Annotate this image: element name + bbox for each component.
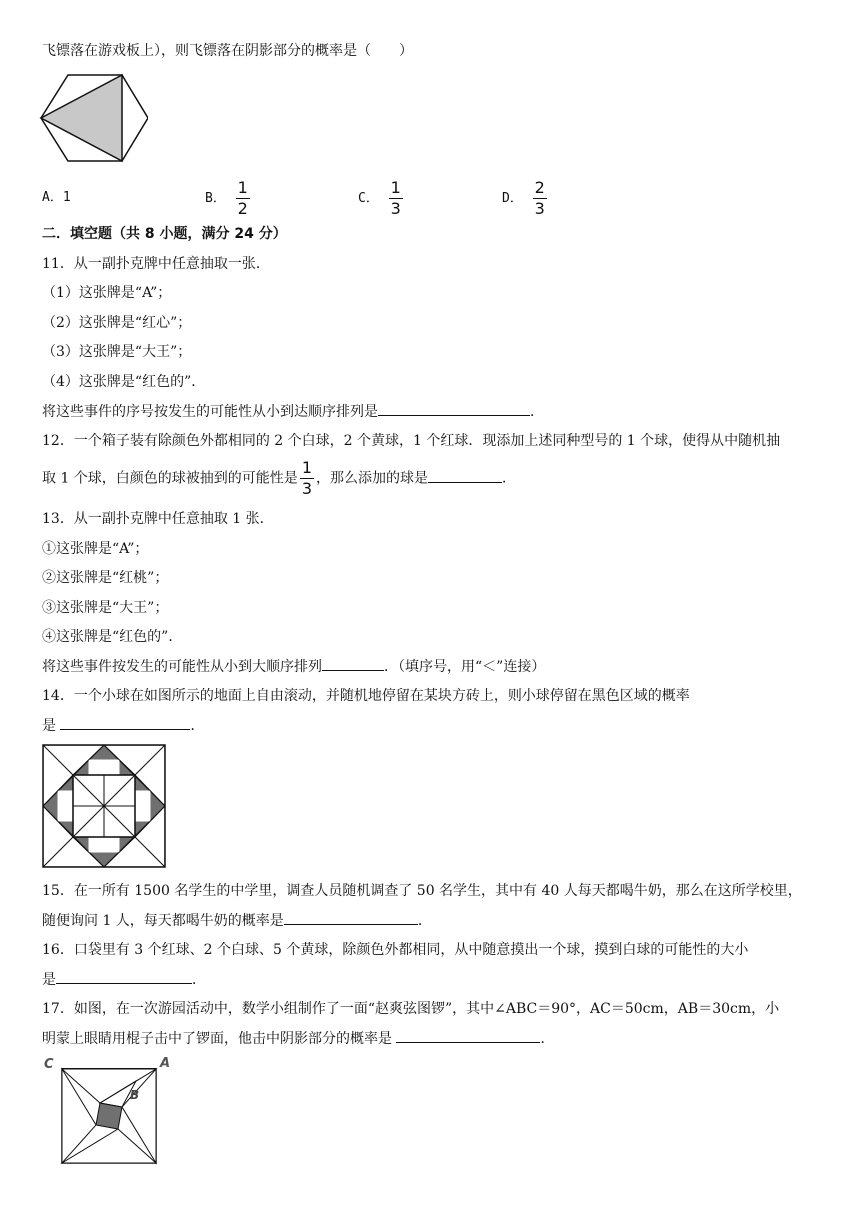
q17-line2: 明蒙上眼睛用棍子击中了锣面，他击中阴影部分的概率是 ．: [42, 1028, 554, 1049]
hexagon-figure: [38, 72, 148, 164]
answer-blank[interactable]: [60, 715, 190, 730]
q16-line2: 是 ．: [42, 969, 206, 990]
q13-item-2: ②这张牌是“红桃”；: [42, 570, 169, 586]
q16-line1: 16．口袋里有 3 个红球、2 个白球、5 个黄球，除颜色外都相同，从中随意摸出一个球，摸到白球的可能性的大小: [42, 942, 749, 958]
label-b: B: [130, 1088, 140, 1102]
q14-line2: 是 ．: [42, 715, 204, 736]
option-b[interactable]: B． $\frac{1}{2}$: [205, 178, 248, 218]
section-heading: 二．填空题（共 8 小题，满分 24 分）: [42, 226, 287, 242]
intro-line: 飞镖落在游戏板上），则飞镖落在阴影部分的概率是（ ）: [42, 43, 413, 59]
q13-item-3: ③这张牌是“大王”；: [42, 600, 169, 616]
q12-line1: 12．一个箱子装有除颜色外都相同的 2 个白球，2 个黄球，1 个红球．现添加上述同种型号的 1 个球，使得从中随机抽: [42, 433, 781, 449]
q11-item-3: （3）这张牌是“大王”；: [42, 344, 192, 360]
answer-blank[interactable]: [378, 401, 530, 416]
q13-item-1: ①这张牌是“A”；: [42, 541, 149, 557]
label-a: A: [160, 1056, 171, 1071]
answer-blank[interactable]: [322, 656, 384, 671]
answer-blank[interactable]: [396, 1028, 540, 1043]
answer-blank[interactable]: [428, 468, 502, 483]
tile-figure: [42, 744, 166, 868]
option-d[interactable]: D． $\frac{2}{3}$: [502, 178, 545, 218]
zhao-shuang-figure: [40, 1055, 176, 1167]
option-a[interactable]: A．1: [42, 190, 71, 205]
fraction: $\frac{1}{3}$: [390, 178, 401, 218]
label-c: C: [44, 1057, 54, 1072]
answer-blank[interactable]: [56, 969, 192, 984]
fraction: $\frac{1}{3}$: [301, 458, 312, 498]
q11-item-2: （2）这张牌是“红心”；: [42, 315, 192, 331]
fraction: $\frac{1}{2}$: [237, 178, 248, 218]
answer-blank[interactable]: [284, 910, 418, 925]
q13-stem: 13．从一副扑克牌中任意抽取 1 张．: [42, 511, 274, 527]
q14-line1: 14．一个小球在如图所示的地面上自由滚动，并随机地停留在某块方砖上，则小球停留在黑色区域的概率: [42, 688, 690, 704]
q13-ask: 将这些事件按发生的可能性从小到大顺序排列 ．（填序号，用“＜”连接）: [42, 656, 545, 677]
fraction: $\frac{2}{3}$: [534, 178, 545, 218]
q15-line1: 15．在一所有 1500 名学生的中学里，调查人员随机调查了 50 名学生，其中有 40 人每天都喝牛奶，那么在这所学校里，: [42, 883, 802, 899]
q11-item-4: （4）这张牌是“红色的”．: [42, 374, 206, 390]
q11-ask: 将这些事件的序号按发生的可能性从小到达顺序排列是 ．: [42, 401, 544, 422]
option-c[interactable]: C． $\frac{1}{3}$: [358, 178, 401, 218]
q13-item-4: ④这张牌是“红色的”．: [42, 629, 183, 645]
q15-line2: 随便询问 1 人，每天都喝牛奶的概率是 ．: [42, 910, 432, 931]
q11-stem: 11．从一副扑克牌中任意抽取一张．: [42, 256, 270, 272]
q17-line1: 17．如图，在一次游园活动中，数学小组制作了一面“赵爽弦图锣”，其中∠ABC＝90°，AC＝50cm，AB＝30cm，小: [42, 1001, 780, 1017]
q12-line2: 取 1 个球，白颜色的球被抽到的可能性是 $\frac{1}{3}$ ，那么添加的球是 ．: [42, 458, 516, 498]
q11-item-1: （1）这张牌是“A”；: [42, 285, 172, 301]
